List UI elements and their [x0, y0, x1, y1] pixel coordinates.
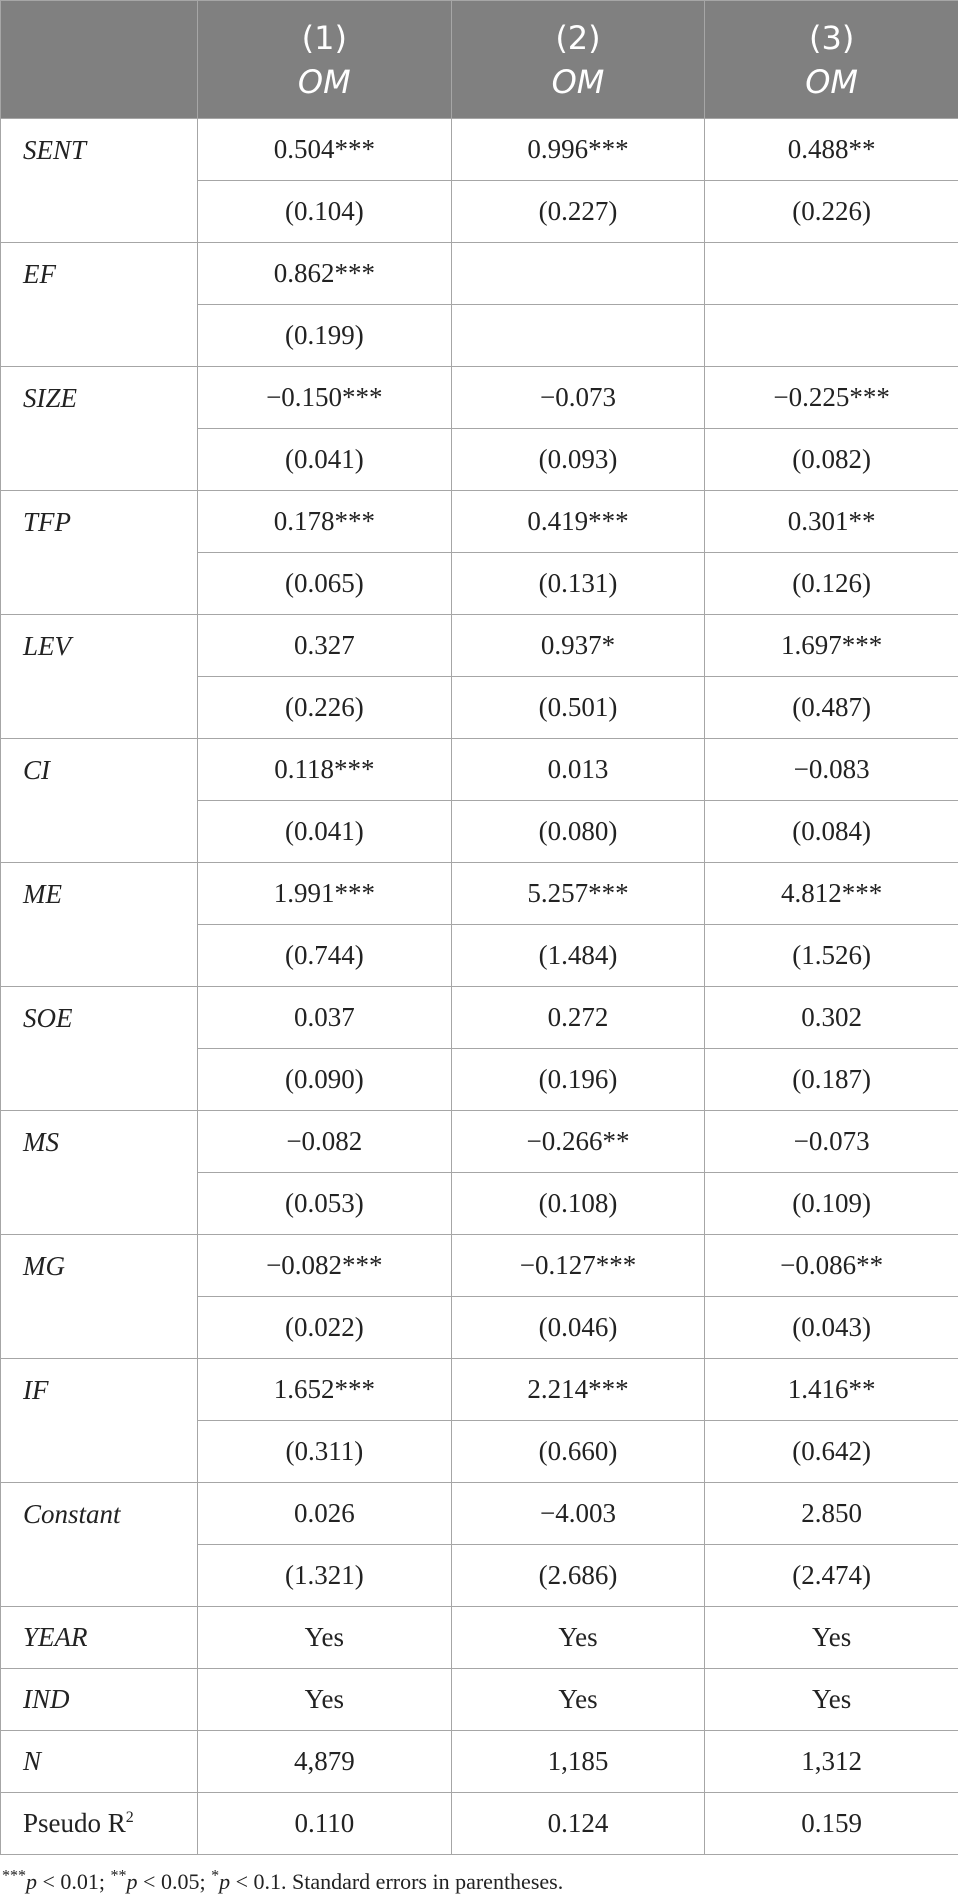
summary-row — [1, 1793, 958, 1855]
variable-name-cell: TFP — [1, 491, 198, 615]
summary-value-cell: 1,312 — [705, 1731, 958, 1793]
variable-label: Pseudo R — [23, 1808, 126, 1838]
coefficient-cell: 0.996*** — [451, 119, 705, 181]
coefficient-cell: 0.272 — [451, 987, 705, 1049]
coefficient-cell: −0.073 — [705, 1111, 958, 1173]
variable-label: YEAR — [23, 1622, 88, 1652]
summary-row — [1, 1731, 958, 1793]
std-error-cell: (2.474) — [705, 1545, 958, 1607]
coefficient-cell: 0.504*** — [198, 119, 452, 181]
std-error-cell: (0.226) — [198, 677, 452, 739]
coefficient-cell: 2.214*** — [451, 1359, 705, 1421]
footnote-text-3: < 0.1. Standard errors in parentheses. — [230, 1869, 564, 1894]
summary-value-cell: 1,185 — [451, 1731, 705, 1793]
footnote-stars-3: * — [211, 1867, 220, 1885]
std-error-cell: (0.084) — [705, 801, 958, 863]
footnote-p-symbol: p — [126, 1869, 138, 1894]
coefficient-cell: 0.302 — [705, 987, 958, 1049]
std-error-cell: (0.131) — [451, 553, 705, 615]
coefficient-cell: 0.118*** — [198, 739, 452, 801]
std-error-cell: (0.487) — [705, 677, 958, 739]
coefficient-cell: 1.652*** — [198, 1359, 452, 1421]
summary-value-cell: 4,879 — [198, 1731, 452, 1793]
variable-name-cell: CI — [1, 739, 198, 863]
coefficient-cell: 0.862*** — [198, 243, 452, 305]
variable-name-cell — [1, 1669, 198, 1731]
footnote-p-symbol: p — [219, 1869, 231, 1894]
variable-name-cell: EF — [1, 243, 198, 367]
coefficient-cell: 0.937* — [451, 615, 705, 677]
header-col-label: OM — [551, 62, 605, 101]
coef-row — [1, 863, 958, 925]
std-error-cell: (0.126) — [705, 553, 958, 615]
std-error-cell: (0.053) — [198, 1173, 452, 1235]
variable-name-cell — [1, 1793, 198, 1855]
summary-value-cell: Yes — [451, 1607, 705, 1669]
std-error-cell: (0.501) — [451, 677, 705, 739]
coefficient-cell: 0.327 — [198, 615, 452, 677]
coef-row — [1, 987, 958, 1049]
coefficient-cell: 0.301** — [705, 491, 958, 553]
coef-row — [1, 739, 958, 801]
coefficient-cell: 1.991*** — [198, 863, 452, 925]
summary-row — [1, 1607, 958, 1669]
coefficient-cell: −0.082 — [198, 1111, 452, 1173]
variable-name-cell: IF — [1, 1359, 198, 1483]
coef-row — [1, 243, 958, 305]
header-col-2 — [451, 1, 705, 119]
coef-row — [1, 1359, 958, 1421]
std-error-cell: (1.321) — [198, 1545, 452, 1607]
variable-name-cell: SIZE — [1, 367, 198, 491]
std-error-cell: (0.090) — [198, 1049, 452, 1111]
std-error-cell: (0.226) — [705, 181, 958, 243]
variable-name-cell: ME — [1, 863, 198, 987]
summary-value-cell: Yes — [705, 1669, 958, 1731]
variable-name-cell: MG — [1, 1235, 198, 1359]
coef-row — [1, 367, 958, 429]
footnote-stars-2: ** — [110, 1867, 127, 1885]
std-error-cell: (0.046) — [451, 1297, 705, 1359]
table-body — [1, 119, 958, 1855]
summary-value-cell: Yes — [198, 1669, 452, 1731]
std-error-cell: (0.041) — [198, 801, 452, 863]
std-error-cell: (0.041) — [198, 429, 452, 491]
variable-label: N — [23, 1746, 42, 1776]
variable-superscript: 2 — [125, 1809, 134, 1826]
variable-name-cell: SENT — [1, 119, 198, 243]
variable-label: IND — [23, 1684, 70, 1714]
coefficient-cell: −4.003 — [451, 1483, 705, 1545]
table-footnote — [0, 1869, 958, 1895]
header-row — [1, 1, 958, 119]
coefficient-cell: −0.225*** — [705, 367, 958, 429]
header-col-number: (1) — [301, 18, 347, 57]
std-error-cell: (0.642) — [705, 1421, 958, 1483]
coefficient-cell: 1.697*** — [705, 615, 958, 677]
coefficient-cell: −0.083 — [705, 739, 958, 801]
std-error-cell: (0.043) — [705, 1297, 958, 1359]
coefficient-cell: 1.416** — [705, 1359, 958, 1421]
coefficient-cell: 2.850 — [705, 1483, 958, 1545]
std-error-cell: (0.093) — [451, 429, 705, 491]
std-error-cell: (1.526) — [705, 925, 958, 987]
variable-name-cell: SOE — [1, 987, 198, 1111]
coefficient-cell: 0.013 — [451, 739, 705, 801]
std-error-cell: (0.311) — [198, 1421, 452, 1483]
coefficient-cell: −0.127*** — [451, 1235, 705, 1297]
coef-row — [1, 119, 958, 181]
std-error-cell: (0.108) — [451, 1173, 705, 1235]
coef-row — [1, 1235, 958, 1297]
std-error-cell: (0.187) — [705, 1049, 958, 1111]
summary-value-cell: Yes — [451, 1669, 705, 1731]
std-error-cell: (0.196) — [451, 1049, 705, 1111]
coef-row — [1, 491, 958, 553]
coefficient-cell: −0.082*** — [198, 1235, 452, 1297]
coef-row — [1, 1111, 958, 1173]
header-col-number: (2) — [555, 18, 601, 57]
coef-row — [1, 615, 958, 677]
coefficient-cell: −0.073 — [451, 367, 705, 429]
summary-value-cell: Yes — [705, 1607, 958, 1669]
footnote-stars-1: *** — [2, 1867, 26, 1885]
header-col-label: OM — [297, 62, 351, 101]
std-error-cell: (0.104) — [198, 181, 452, 243]
variable-name-cell — [1, 1607, 198, 1669]
std-error-cell: (0.065) — [198, 553, 452, 615]
table-header — [1, 1, 958, 119]
header-col-label: OM — [805, 62, 859, 101]
std-error-cell: (0.744) — [198, 925, 452, 987]
coef-row — [1, 1483, 958, 1545]
std-error-cell: (0.082) — [705, 429, 958, 491]
std-error-cell — [451, 305, 705, 367]
std-error-cell: (0.660) — [451, 1421, 705, 1483]
coefficient-cell: 4.812*** — [705, 863, 958, 925]
std-error-cell: (2.686) — [451, 1545, 705, 1607]
header-col-3 — [705, 1, 958, 119]
std-error-cell: (0.109) — [705, 1173, 958, 1235]
summary-value-cell: Yes — [198, 1607, 452, 1669]
summary-value-cell: 0.159 — [705, 1793, 958, 1855]
coefficient-cell: 0.037 — [198, 987, 452, 1049]
std-error-cell: (0.080) — [451, 801, 705, 863]
header-blank-cell — [1, 1, 198, 119]
coefficient-cell: 0.026 — [198, 1483, 452, 1545]
std-error-cell: (0.199) — [198, 305, 452, 367]
header-col-1 — [198, 1, 452, 119]
std-error-cell: (0.022) — [198, 1297, 452, 1359]
coefficient-cell: 5.257*** — [451, 863, 705, 925]
std-error-cell: (0.227) — [451, 181, 705, 243]
coefficient-cell: −0.150*** — [198, 367, 452, 429]
header-col-number: (3) — [808, 18, 855, 57]
summary-value-cell: 0.110 — [198, 1793, 452, 1855]
coefficient-cell — [705, 243, 958, 305]
footnote-text-1: < 0.01; — [37, 1869, 111, 1894]
footnote-p-symbol: p — [26, 1869, 37, 1894]
variable-name-cell: MS — [1, 1111, 198, 1235]
coefficient-cell: 0.419*** — [451, 491, 705, 553]
std-error-cell: (1.484) — [451, 925, 705, 987]
coefficient-cell: 0.178*** — [198, 491, 452, 553]
summary-row — [1, 1669, 958, 1731]
variable-name-cell: LEV — [1, 615, 198, 739]
coefficient-cell: −0.086** — [705, 1235, 958, 1297]
std-error-cell — [705, 305, 958, 367]
coefficient-cell: 0.488** — [705, 119, 958, 181]
summary-value-cell: 0.124 — [451, 1793, 705, 1855]
coefficient-cell — [451, 243, 705, 305]
variable-name-cell: Constant — [1, 1483, 198, 1607]
coefficient-cell: −0.266** — [451, 1111, 705, 1173]
footnote-text-2: < 0.05; — [137, 1869, 212, 1894]
variable-name-cell — [1, 1731, 198, 1793]
